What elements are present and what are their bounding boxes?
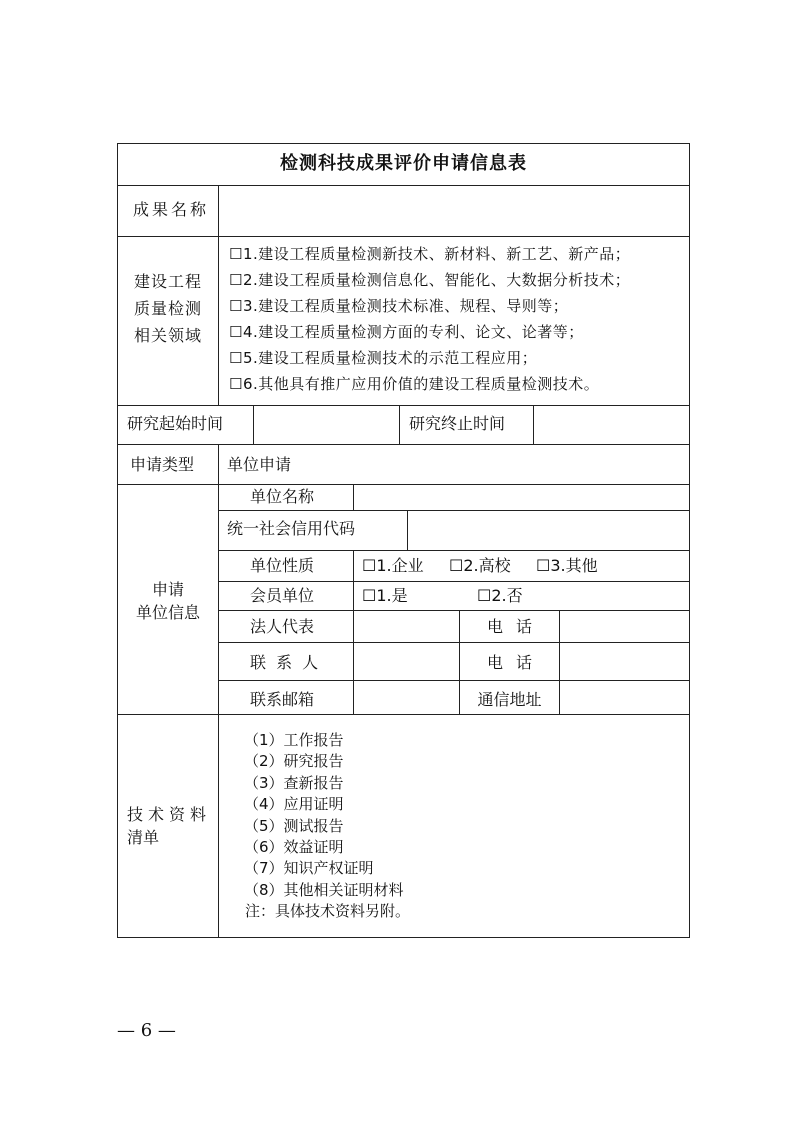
list-item: （3）查新报告 — [244, 773, 344, 792]
contact-phone-value[interactable] — [560, 643, 689, 680]
list-item: （5）测试报告 — [244, 816, 344, 835]
field-label-line: 相关领域 — [133, 326, 202, 345]
end-time-label: 研究终止时间 — [409, 414, 506, 433]
unit-nature-option-other[interactable]: ☐3.其他 — [536, 556, 598, 575]
materials-note: 注：具体技术资料另附。 — [245, 902, 411, 921]
table-border-bottom — [117, 937, 690, 938]
contact-label: 联 系 人 — [250, 653, 319, 672]
field-label — [118, 268, 218, 349]
column-divider — [399, 405, 400, 445]
row-divider — [117, 236, 690, 237]
materials-label-line: 清单 — [127, 828, 160, 847]
start-time-label: 研究起始时间 — [127, 414, 224, 433]
unit-info-label-line: 单位信息 — [135, 603, 200, 622]
materials-label-line: 技术资料 — [127, 805, 212, 824]
list-item: （6）效益证明 — [244, 838, 344, 857]
row-divider — [218, 581, 690, 582]
member-option-yes[interactable]: ☐1.是 — [362, 586, 408, 605]
apply-type-value[interactable]: 单位申请 — [227, 455, 292, 474]
unit-name-label: 单位名称 — [250, 487, 315, 506]
email-value[interactable] — [354, 681, 459, 714]
apply-type-label: 申请类型 — [130, 455, 195, 474]
list-item: （8）其他相关证明材料 — [244, 880, 404, 899]
field-option-2[interactable]: ☐2.建设工程质量检测信息化、智能化、大数据分析技术； — [229, 271, 631, 289]
column-divider — [218, 444, 219, 938]
member-option-no[interactable]: ☐2.否 — [477, 586, 523, 605]
unit-info-label-line: 申请 — [151, 580, 184, 599]
contact-value[interactable] — [354, 643, 459, 680]
email-label: 联系邮箱 — [250, 690, 315, 709]
field-option-4[interactable]: ☐4.建设工程质量检测方面的专利、论文、论著等； — [229, 323, 584, 341]
row-divider — [218, 550, 690, 551]
start-time-value[interactable] — [254, 406, 399, 444]
unit-info-label — [118, 578, 218, 624]
address-value[interactable] — [560, 681, 689, 714]
list-item: （2）研究报告 — [244, 752, 344, 771]
phone-value[interactable] — [560, 611, 689, 642]
credit-code-label: 统一社会信用代码 — [227, 519, 356, 538]
contact-phone-label: 电 话 — [486, 653, 533, 672]
legal-rep-label: 法人代表 — [250, 617, 315, 636]
row-divider — [117, 444, 690, 445]
legal-rep-value[interactable] — [354, 611, 459, 642]
field-option-3[interactable]: ☐3.建设工程质量检测技术标准、规程、导则等； — [229, 297, 569, 315]
field-option-6[interactable]: ☐6.其他具有推广应用价值的建设工程质量检测技术。 — [229, 375, 600, 393]
end-time-value[interactable] — [534, 406, 689, 444]
credit-code-value[interactable] — [408, 511, 689, 550]
materials-list — [244, 730, 410, 923]
unit-nature-option-enterprise[interactable]: ☐1.企业 — [362, 556, 424, 575]
page-number: — 6 — — [117, 1020, 176, 1041]
list-item: （1）工作报告 — [244, 731, 344, 749]
address-label: 通信地址 — [477, 690, 542, 709]
phone-label: 电 话 — [486, 617, 533, 636]
materials-label — [127, 803, 211, 849]
field-label-line: 建设工程 — [133, 272, 202, 291]
row-divider — [117, 714, 690, 715]
achievement-name-label: 成果名称 — [133, 200, 210, 219]
unit-nature-label: 单位性质 — [250, 556, 315, 575]
table-border-left — [117, 143, 118, 938]
field-label-line: 质量检测 — [133, 299, 202, 318]
list-item: （7）知识产权证明 — [244, 859, 374, 878]
achievement-name-value[interactable] — [219, 186, 689, 236]
table-border-right — [689, 143, 690, 938]
field-option-1[interactable]: ☐1.建设工程质量检测新技术、新材料、新工艺、新产品； — [229, 245, 631, 263]
unit-name-value[interactable] — [354, 485, 689, 510]
field-options — [229, 241, 630, 397]
unit-nature-option-university[interactable]: ☐2.高校 — [449, 556, 511, 575]
list-item: （4）应用证明 — [244, 795, 344, 814]
field-option-5[interactable]: ☐5.建设工程质量检测技术的示范工程应用； — [229, 349, 538, 367]
form-title: 检测科技成果评价申请信息表 — [280, 153, 527, 174]
table-border-top — [117, 143, 690, 144]
member-label: 会员单位 — [250, 586, 315, 605]
